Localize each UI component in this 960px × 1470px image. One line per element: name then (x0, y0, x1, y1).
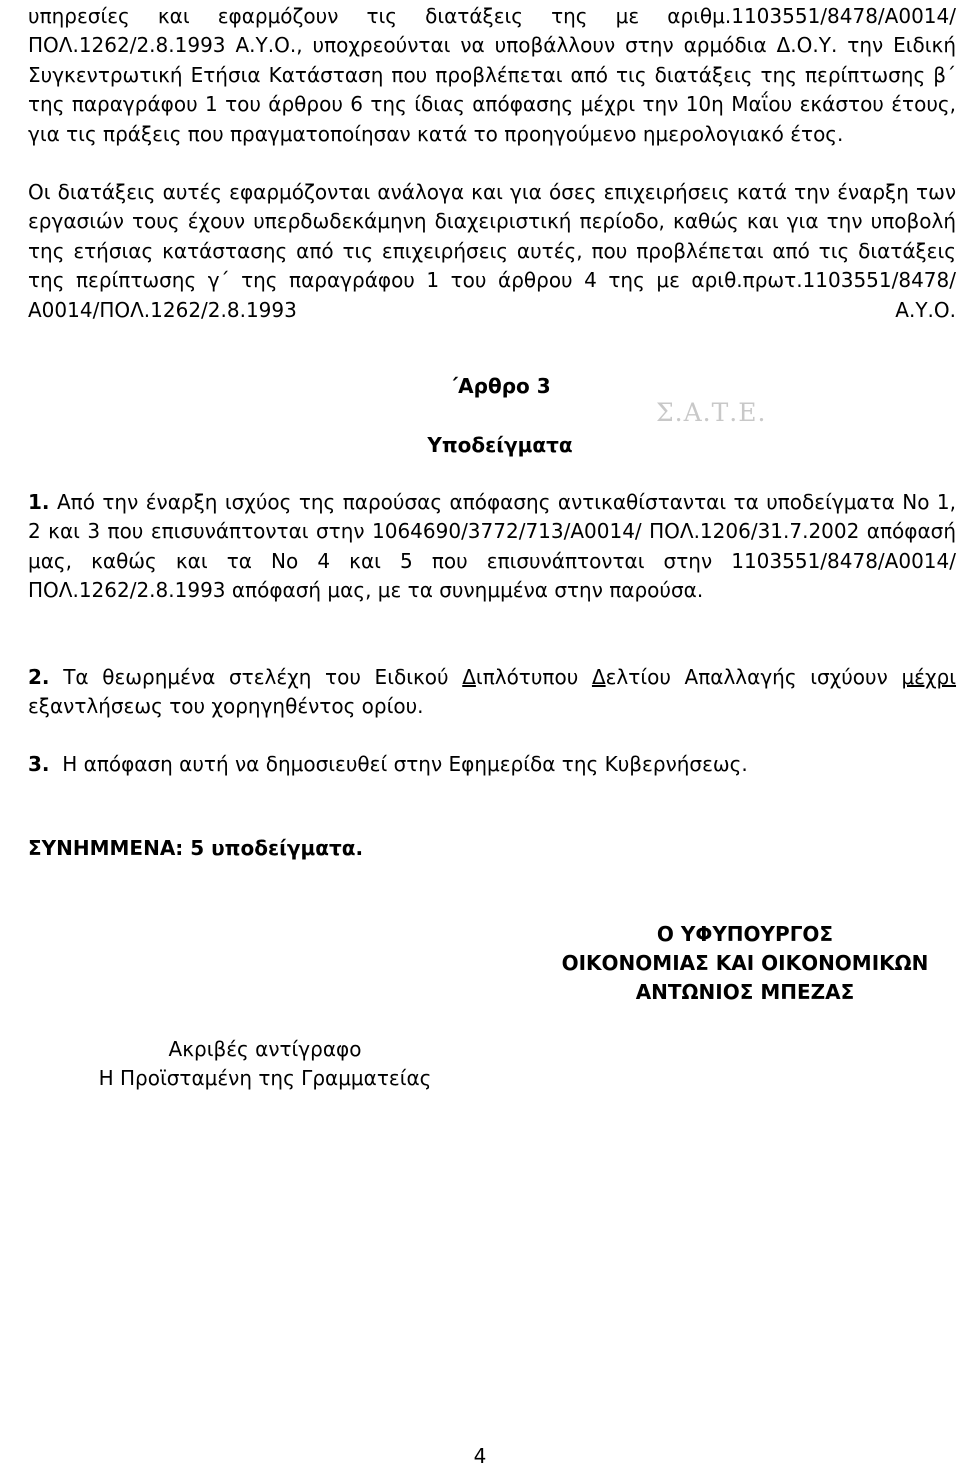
article-subheading: Υποδείγματα (427, 433, 573, 457)
certified-copy-label: Ακριβές αντίγραφο (168, 1037, 362, 1061)
seal-stamp: Σ.Α.Τ.Ε. (656, 398, 767, 427)
item-text: εξαντλήσεως του χορηγηθέντος ορίου. (28, 694, 424, 719)
item-text: Από την έναρξη ισχύος της παρούσας απόφασης αντικαθίστανται τα υποδείγματα Νο 1, 2 και 3 που επισυνάπτονται στην 1064690/3772/713/Α0014/ ΠΟΛ.1206/31.7.2002 απόφασή μας, καθώς και τα Νο 4 και 5 που επισυνάπτονται στην 1103551/8478/Α0014/ΠΟΛ.1262/2.8.1993 απόφασή μας, με τα συνημμένα στην παρούσα. (28, 490, 957, 603)
item-1 (28, 488, 956, 606)
article-heading: ΄Αρθρο 3 (449, 374, 551, 398)
item-number: 2. (28, 665, 50, 689)
second-paragraph: Οι διατάξεις αυτές εφαρμόζονται ανάλογα και για όσες επιχειρήσεις κατά την έναρξη των εργασιών τους έχουν υπερδωδεκάμηνη διαχειριστική περίοδο, καθώς και για την υποβολή της ετήσιας κατάστασης από τις επιχειρήσεις αυτές, που προβλέπεται από τις διατάξεις της περίπτωσης γ΄ της παραγράφου 1 του άρθρου 4 της με αριθ.πρωτ.1103551/8478/ Α0014/ΠΟΛ.1262/2.8.1993 Α.Υ.Ο. (28, 180, 956, 322)
item-text: Τα θεωρημένα στελέχη του Ειδικού (63, 665, 463, 689)
item-text: Η απόφαση αυτή να δημοσιευθεί στην Εφημερίδα της Κυβερνήσεως. (62, 752, 748, 776)
item-text-underlined: Δ (462, 665, 476, 689)
certified-copy-signer: Η Προϊσταμένη της Γραμματείας (98, 1066, 432, 1090)
page-number: 4 (473, 1444, 487, 1468)
item-number: 1. (28, 490, 50, 514)
attachments-note: ΣΥΝΗΜΜΕΝΑ: 5 υποδείγματα. (28, 836, 364, 860)
item-text: ιπλότυπου (475, 665, 592, 689)
intro-paragraph: υπηρεσίες και εφαρμόζουν τις διατάξεις της με αριθμ.1103551/8478/Α0014/ΠΟΛ.1262/2.8.1993 Α.Υ.Ο., υποχρεούνται να υποβάλλουν στην αρμόδια Δ.Ο.Υ. την Ειδική Συγκεντρωτική Ετήσια Κατάσταση που προβλέπεται από τις διατάξεις της περίπτωσης β΄ της παραγράφου 1 του άρθρου 6 της ίδιας απόφασης μέχρι την 10η Μαΐου εκάστου έτους, για τις πράξεις που πραγματοποίησαν κατά το προηγούμενο ημερολογιακό έτος. (28, 4, 956, 146)
signatory-title: Ο ΥΦΥΠΟΥΡΓΟΣ (656, 922, 834, 946)
signatory-name: ΑΝΤΩΝΙΟΣ ΜΠΕΖΑΣ (635, 980, 855, 1004)
item-3 (28, 750, 956, 779)
signatory-ministry: ΟΙΚΟΝΟΜΙΑΣ ΚΑΙ ΟΙΚΟΝΟΜΙΚΩΝ (561, 951, 929, 975)
item-text-underlined: μέχρι (901, 665, 957, 689)
item-2 (28, 663, 956, 722)
item-number: 3. (28, 752, 50, 776)
item-text-underlined: Δ (591, 665, 606, 689)
item-text: ελτίου Απαλλαγής ισχύουν (605, 665, 902, 689)
